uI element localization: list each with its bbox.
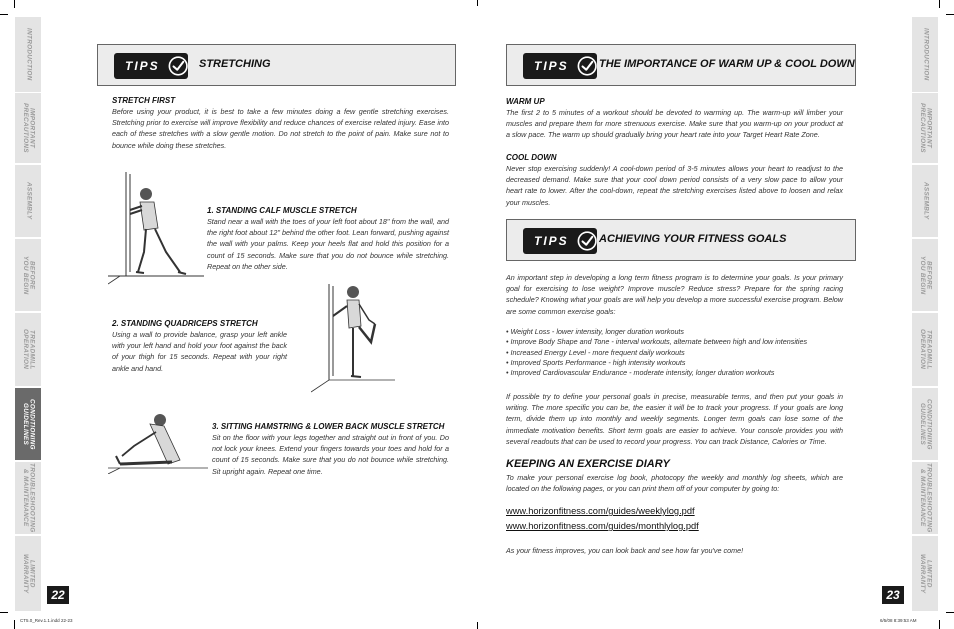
tab-limited-warranty[interactable]: LIMITED WARRANTY <box>912 536 938 611</box>
crop-mark <box>477 622 478 629</box>
hamstring-stretch-heading: 3. SITTING HAMSTRING & LOWER BACK MUSCLE STRETCH <box>212 422 445 431</box>
diary-closing-text: As your fitness improves, you can look back and see how far you've come! <box>506 546 744 555</box>
crop-mark <box>14 0 15 8</box>
diary-heading: KEEPING AN EXERCISE DIARY <box>506 458 670 470</box>
section-title: ACHIEVING YOUR FITNESS GOALS <box>599 233 787 245</box>
tab-treadmill-operation[interactable]: TREADMILL OPERATION <box>912 313 938 386</box>
tab-limited-warranty[interactable]: LIMITED WARRANTY <box>15 536 41 611</box>
weekly-log-link[interactable]: www.horizonfitness.com/guides/weeklylog.pdf <box>506 506 695 516</box>
cool-down-text: Never stop exercising suddenly! A cool-down period of 3-5 minutes allows your heart to readjust to the decreased demand. Make sure that your cool down period consists of a very slow pace to allow your heart rate to lower. After the cool-down, repeat the stretching exercises listed above to loosen and relax your muscles. <box>506 164 843 207</box>
tab-assembly[interactable]: ASSEMBLY <box>912 165 938 237</box>
list-item: • Improved Sports Performance - high intensity workouts <box>506 357 686 367</box>
quad-stretch-illustration <box>311 280 395 398</box>
warm-up-heading: WARM UP <box>506 97 545 106</box>
stretching-header <box>97 44 456 86</box>
hamstring-stretch-text: Sit on the floor with your legs together and straight out in front of you. Do not lock your knees. Extend your fingers towards your toes and hold for a count of 15 seconds. Make sure that you do not bounce while stretching. Sit upright again. Repeat one time. <box>212 433 449 476</box>
diary-text: To make your personal exercise log book, photocopy the weekly and monthly log sheets, which are located on the following pages, or you can print them off of your computer by going to: <box>506 473 843 494</box>
list-item: • Improved Cardiovascular Endurance - moderate intensity, longer duration workouts <box>506 368 775 378</box>
monthly-log-link[interactable]: www.horizonfitness.com/guides/monthlylog.pdf <box>506 521 699 531</box>
crop-mark <box>939 0 940 8</box>
section-title: THE IMPORTANCE OF WARM UP & COOL DOWN <box>599 58 855 70</box>
quad-stretch-text: Using a wall to provide balance, grasp your left ankle with your left hand and hold your foot against the back of your thigh for 15 seconds. Repeat with your right ankle and hand. <box>112 330 287 373</box>
left-page-number: 22 <box>47 586 69 604</box>
stretch-first-heading: STRETCH FIRST <box>112 96 176 105</box>
checkmark-icon <box>168 55 188 77</box>
calf-stretch-illustration <box>108 172 204 287</box>
crop-mark <box>14 620 15 629</box>
list-item: • Improve Body Shape and Tone - interval workouts, alternate between high and low intensities <box>506 337 808 347</box>
tab-conditioning-guidelines[interactable]: CONDITIONING GUIDELINES <box>912 388 938 460</box>
tab-introduction[interactable]: INTRODUCTION <box>912 17 938 92</box>
calf-stretch-text: Stand near a wall with the toes of your left foot about 18" from the wall, and the right foot about 12" behind the other foot. Lean forward, pushing against the wall with your palms. Keep your heels flat and hold this position for a count of 15 seconds. Make sure that you do not bounce while stretching. Repeat on the other side. <box>207 217 449 271</box>
right-page-number: 23 <box>882 586 904 604</box>
quad-stretch-heading: 2. STANDING QUADRICEPS STRETCH <box>112 319 258 328</box>
tab-assembly[interactable]: ASSEMBLY <box>15 165 41 237</box>
crop-mark <box>946 612 954 613</box>
tab-before-you-begin[interactable]: BEFORE YOU BEGIN <box>912 239 938 311</box>
warm-up-text: The first 2 to 5 minutes of a workout should be devoted to warming up. The warm-up will limber your muscles and prepare them for more strenuous exercise. Make sure that you warm-up on your product at a slow pace. The warm up should gradually bring your heart rate into your Target Heart Rate Zone. <box>506 108 843 140</box>
list-item: • Increased Energy Level - more frequent daily workouts <box>506 347 685 357</box>
tab-treadmill-operation[interactable]: TREADMILL OPERATION <box>15 313 41 386</box>
stretch-first-text: Before using your product, it is best to take a few minutes doing a few gentle stretching exercises. Stretching prior to exercise will improve flexibility and reduce chances of exercise related injury. Ease into each of these stretches with a slow gentle motion. Do not stretch to the point of pain. Make sure not to bounce while doing these stretches. <box>112 107 449 150</box>
crop-mark <box>477 0 478 6</box>
checkmark-icon <box>577 230 597 252</box>
tips-badge: TIPS <box>114 53 188 79</box>
footer-file-slug: CT5.0_Rev.1.1.indd 22-23 <box>20 618 73 623</box>
goals-closing-text: If possible try to define your personal goals in precise, measurable terms, and then put your goals in writing. The more specific you can be, the easier it will be to track your progress. If your goals are long term, divide them up into monthly and weekly segments. Longer term goals can lose some of the immediate motivation benefits. Short term goals are easier to achieve. Your console provides you with several readouts that can be used to record your progress. You can track Distance, Calories or Time. <box>506 392 843 446</box>
list-item: • Weight Loss - lower intensity, longer duration workouts <box>506 327 685 336</box>
crop-mark <box>946 14 954 15</box>
checkmark-icon <box>577 55 597 77</box>
hamstring-stretch-illustration <box>108 410 208 474</box>
footer-timestamp: 6/5/08 8:39:53 AM <box>880 618 917 623</box>
section-title: STRETCHING <box>199 58 271 70</box>
goals-header <box>506 219 856 261</box>
tab-introduction[interactable]: INTRODUCTION <box>15 17 41 92</box>
tab-conditioning-guidelines[interactable]: CONDITIONING GUIDELINES <box>15 388 41 460</box>
tab-before-you-begin[interactable]: BEFORE YOU BEGIN <box>15 239 41 311</box>
calf-stretch-heading: 1. STANDING CALF MUSCLE STRETCH <box>207 206 357 215</box>
tips-badge: TIPS <box>523 53 597 79</box>
crop-mark <box>0 14 8 15</box>
tips-badge: TIPS <box>523 228 597 254</box>
warmup-header <box>506 44 856 86</box>
tab-important-precautions[interactable]: IMPORTANT PRECAUTIONS <box>912 93 938 163</box>
tab-troubleshooting-maintenance[interactable]: TROUBLESHOOTING & MAINTENANCE <box>912 462 938 534</box>
goals-intro-text: An important step in developing a long term fitness program is to determine your goals. Is your primary goal for exercising to lose weight? Improve muscle? Reduce stress? Prepare for the spring racing schedule? Knowing what your goals are will help you develop a more successful exercise program. Below are some common exercise goals: <box>506 273 843 316</box>
tab-important-precautions[interactable]: IMPORTANT PRECAUTIONS <box>15 93 41 163</box>
cool-down-heading: COOL DOWN <box>506 153 557 162</box>
crop-mark <box>0 612 8 613</box>
crop-mark <box>939 620 940 629</box>
tab-troubleshooting-maintenance[interactable]: TROUBLESHOOTING & MAINTENANCE <box>15 462 41 534</box>
goals-list <box>506 327 807 378</box>
